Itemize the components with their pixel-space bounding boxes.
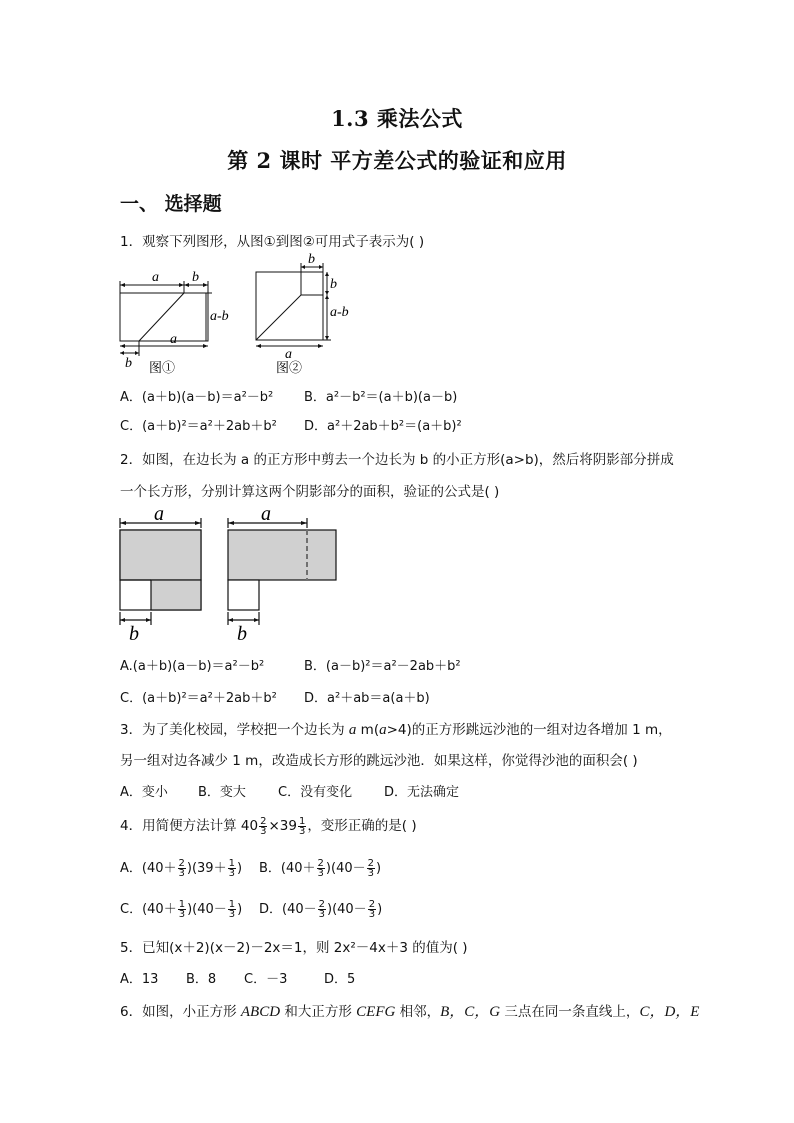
q4d-n1: 2 [318, 899, 325, 910]
q1f1-a-top-label: a [152, 270, 159, 285]
q2-stem-line2: 一个长方形，分别计算这两个阴影部分的面积，验证的公式是( ) [120, 484, 500, 500]
q6-text-3: 相邻， [395, 1004, 441, 1020]
q2-left-a-label: a [154, 503, 164, 525]
q1f2-b-side-label: b [330, 277, 337, 292]
q4c-mid: )(40－ [187, 902, 227, 917]
q4-fraction-2 [298, 817, 306, 836]
q2-left-b-label: b [129, 623, 139, 645]
q4-option-c[interactable] [120, 898, 242, 919]
q4-text-3: ，变形正确的是( ) [307, 818, 417, 834]
q4b-post: ) [375, 861, 382, 876]
q3-var-a2: a [379, 722, 387, 738]
q2-right-a-label: a [261, 503, 271, 525]
q4a-mid: )(39＋ [186, 861, 227, 876]
q4c-d2: 3 [228, 909, 236, 920]
q2-option-c[interactable]: C．(a＋b)²＝a²＋2ab＋b² [120, 691, 277, 706]
q2-figure [112, 500, 352, 650]
q4b-d2: 3 [367, 868, 374, 879]
q4c-post: ) [237, 902, 243, 917]
section-heading: 一、 选择题 [120, 193, 222, 215]
q6-text-2: 和大正方形 [280, 1004, 357, 1020]
q4a-frac1 [178, 859, 186, 878]
q4-option-d[interactable] [259, 898, 382, 919]
q5-option-c[interactable]: C．－3 [244, 972, 288, 987]
q4a-frac2 [228, 859, 236, 878]
q4c-frac1 [178, 900, 186, 919]
q4b-frac1 [317, 859, 325, 878]
q4b-frac2 [367, 859, 375, 878]
q1f1-b-bottom-label: b [125, 356, 132, 371]
q5-option-a[interactable]: A．13 [120, 972, 159, 987]
q4a-n1: 2 [178, 858, 185, 869]
q3-text-2: m( [356, 722, 380, 738]
q4-stem [120, 814, 417, 836]
q3-text-1: 3．为了美化校园，学校把一个边长为 [120, 722, 349, 738]
q4-f2-num: 1 [298, 815, 306, 827]
q1f1-caption: 图① [149, 360, 176, 375]
q3-option-b[interactable]: B．变大 [198, 785, 246, 800]
q5-option-b[interactable]: B．8 [186, 972, 217, 987]
q3-option-a[interactable]: A．变小 [120, 785, 168, 800]
q4a-n2: 1 [228, 858, 235, 869]
q1f2-caption: 图② [276, 360, 303, 375]
q4b-n1: 2 [317, 858, 324, 869]
q2-option-a[interactable]: A.(a＋b)(a－b)＝a²－b² [120, 659, 265, 674]
q4b-mid: )(40－ [325, 861, 366, 876]
q4d-mid: )(40－ [327, 902, 367, 917]
q4d-d2: 3 [368, 909, 376, 920]
q4d-frac1 [318, 900, 326, 919]
q4c-n1: 1 [178, 899, 186, 910]
q1-option-d[interactable]: D．a²＋2ab＋b²＝(a＋b)² [304, 419, 462, 434]
lesson-subtitle: 第 2 课时 平方差公式的验证和应用 [227, 148, 567, 173]
lesson-title: 1.3 乘法公式 [331, 106, 463, 131]
q4a-d2: 3 [228, 868, 235, 879]
q1f1-b-top-label: b [192, 270, 199, 285]
q4c-n2: 1 [228, 899, 236, 910]
q4b-n2: 2 [367, 858, 374, 869]
q4-option-b[interactable] [259, 857, 381, 878]
q4c-frac2 [228, 900, 236, 919]
q1f1-a-bottom-label: a [170, 332, 177, 347]
q6-text-1: 6．如图，小正方形 [120, 1004, 241, 1020]
q4a-post: ) [236, 861, 243, 876]
q4-option-a[interactable] [120, 857, 242, 878]
q1-option-c[interactable]: C．(a＋b)²＝a²＋2ab＋b² [120, 419, 277, 434]
q4d-pre: D．(40－ [259, 902, 317, 917]
q1-figure-2 [248, 250, 378, 380]
q2-option-d[interactable]: D．a²＋ab＝a(a＋b) [304, 691, 430, 706]
q3-text-3: >4)的正方形跳远沙池的一组对边各增加 1 m， [386, 722, 672, 738]
q1f2-ab-label: a-b [330, 305, 349, 320]
q4c-d1: 3 [178, 909, 186, 920]
q4c-pre: C．(40＋ [120, 902, 177, 917]
q5-stem: 5．已知(x＋2)(x－2)－2x＝1，则 2x²－4x＋3 的值为( ) [120, 940, 468, 956]
q1-option-b[interactable]: B．a²－b²＝(a＋b)(a－b) [304, 390, 458, 405]
q4b-d1: 3 [317, 868, 324, 879]
q6-text-4: 三点在同一条直线上， [500, 1004, 640, 1020]
q1-option-a[interactable]: A．(a＋b)(a－b)＝a²－b² [120, 390, 274, 405]
q4-f2-den: 3 [298, 825, 306, 837]
q1f2-a-bottom-label: a [285, 347, 292, 362]
q3-stem-line2: 另一组对边各减少 1 m，改造成长方形的跳远沙池．如果这样，你觉得沙池的面积会( ) [120, 753, 638, 769]
q1f1-ab-label: a-b [210, 309, 229, 324]
q3-var-a: a [348, 722, 357, 738]
q4a-d1: 3 [178, 868, 185, 879]
q5-option-d[interactable]: D．5 [324, 972, 356, 987]
q6-square-abcd: ABCD [240, 1004, 281, 1020]
q2-option-b[interactable]: B．(a－b)²＝a²－2ab＋b² [304, 659, 461, 674]
q4-fraction-1 [259, 817, 267, 836]
q2-right-b-label: b [237, 623, 247, 645]
q4-f1-num: 2 [260, 815, 267, 827]
q6-points-cde: C，D，E [639, 1004, 700, 1020]
q3-option-d[interactable]: D．无法确定 [384, 785, 460, 800]
q4d-frac2 [368, 900, 376, 919]
q4a-pre: A．(40＋ [120, 861, 177, 876]
q2-stem-line1: 2．如图，在边长为 a 的正方形中剪去一个边长为 b 的小正方形(a>b)，然后将阴影部分拼成 [120, 452, 674, 468]
q1-figure-1 [112, 250, 252, 380]
q3-stem-line1 [120, 718, 672, 739]
q6-square-cefg: CEFG [356, 1004, 396, 1020]
q6-points-bcg: B，C，G [440, 1004, 501, 1020]
q1f2-b-top-label: b [308, 252, 315, 267]
q3-option-c[interactable]: C．没有变化 [278, 785, 353, 800]
q1-stem: 1．观察下列图形，从图①到图②可用式子表示为( ) [120, 234, 425, 250]
q4d-post: ) [377, 902, 383, 917]
q4-text-2: ×39 [268, 818, 297, 834]
q6-stem [120, 1000, 699, 1021]
q4-f1-den: 3 [260, 825, 267, 837]
q4-text-1: 4．用简便方法计算 40 [120, 818, 259, 834]
q4b-pre: B．(40＋ [259, 861, 316, 876]
q4d-d1: 3 [318, 909, 325, 920]
q4d-n2: 2 [368, 899, 376, 910]
